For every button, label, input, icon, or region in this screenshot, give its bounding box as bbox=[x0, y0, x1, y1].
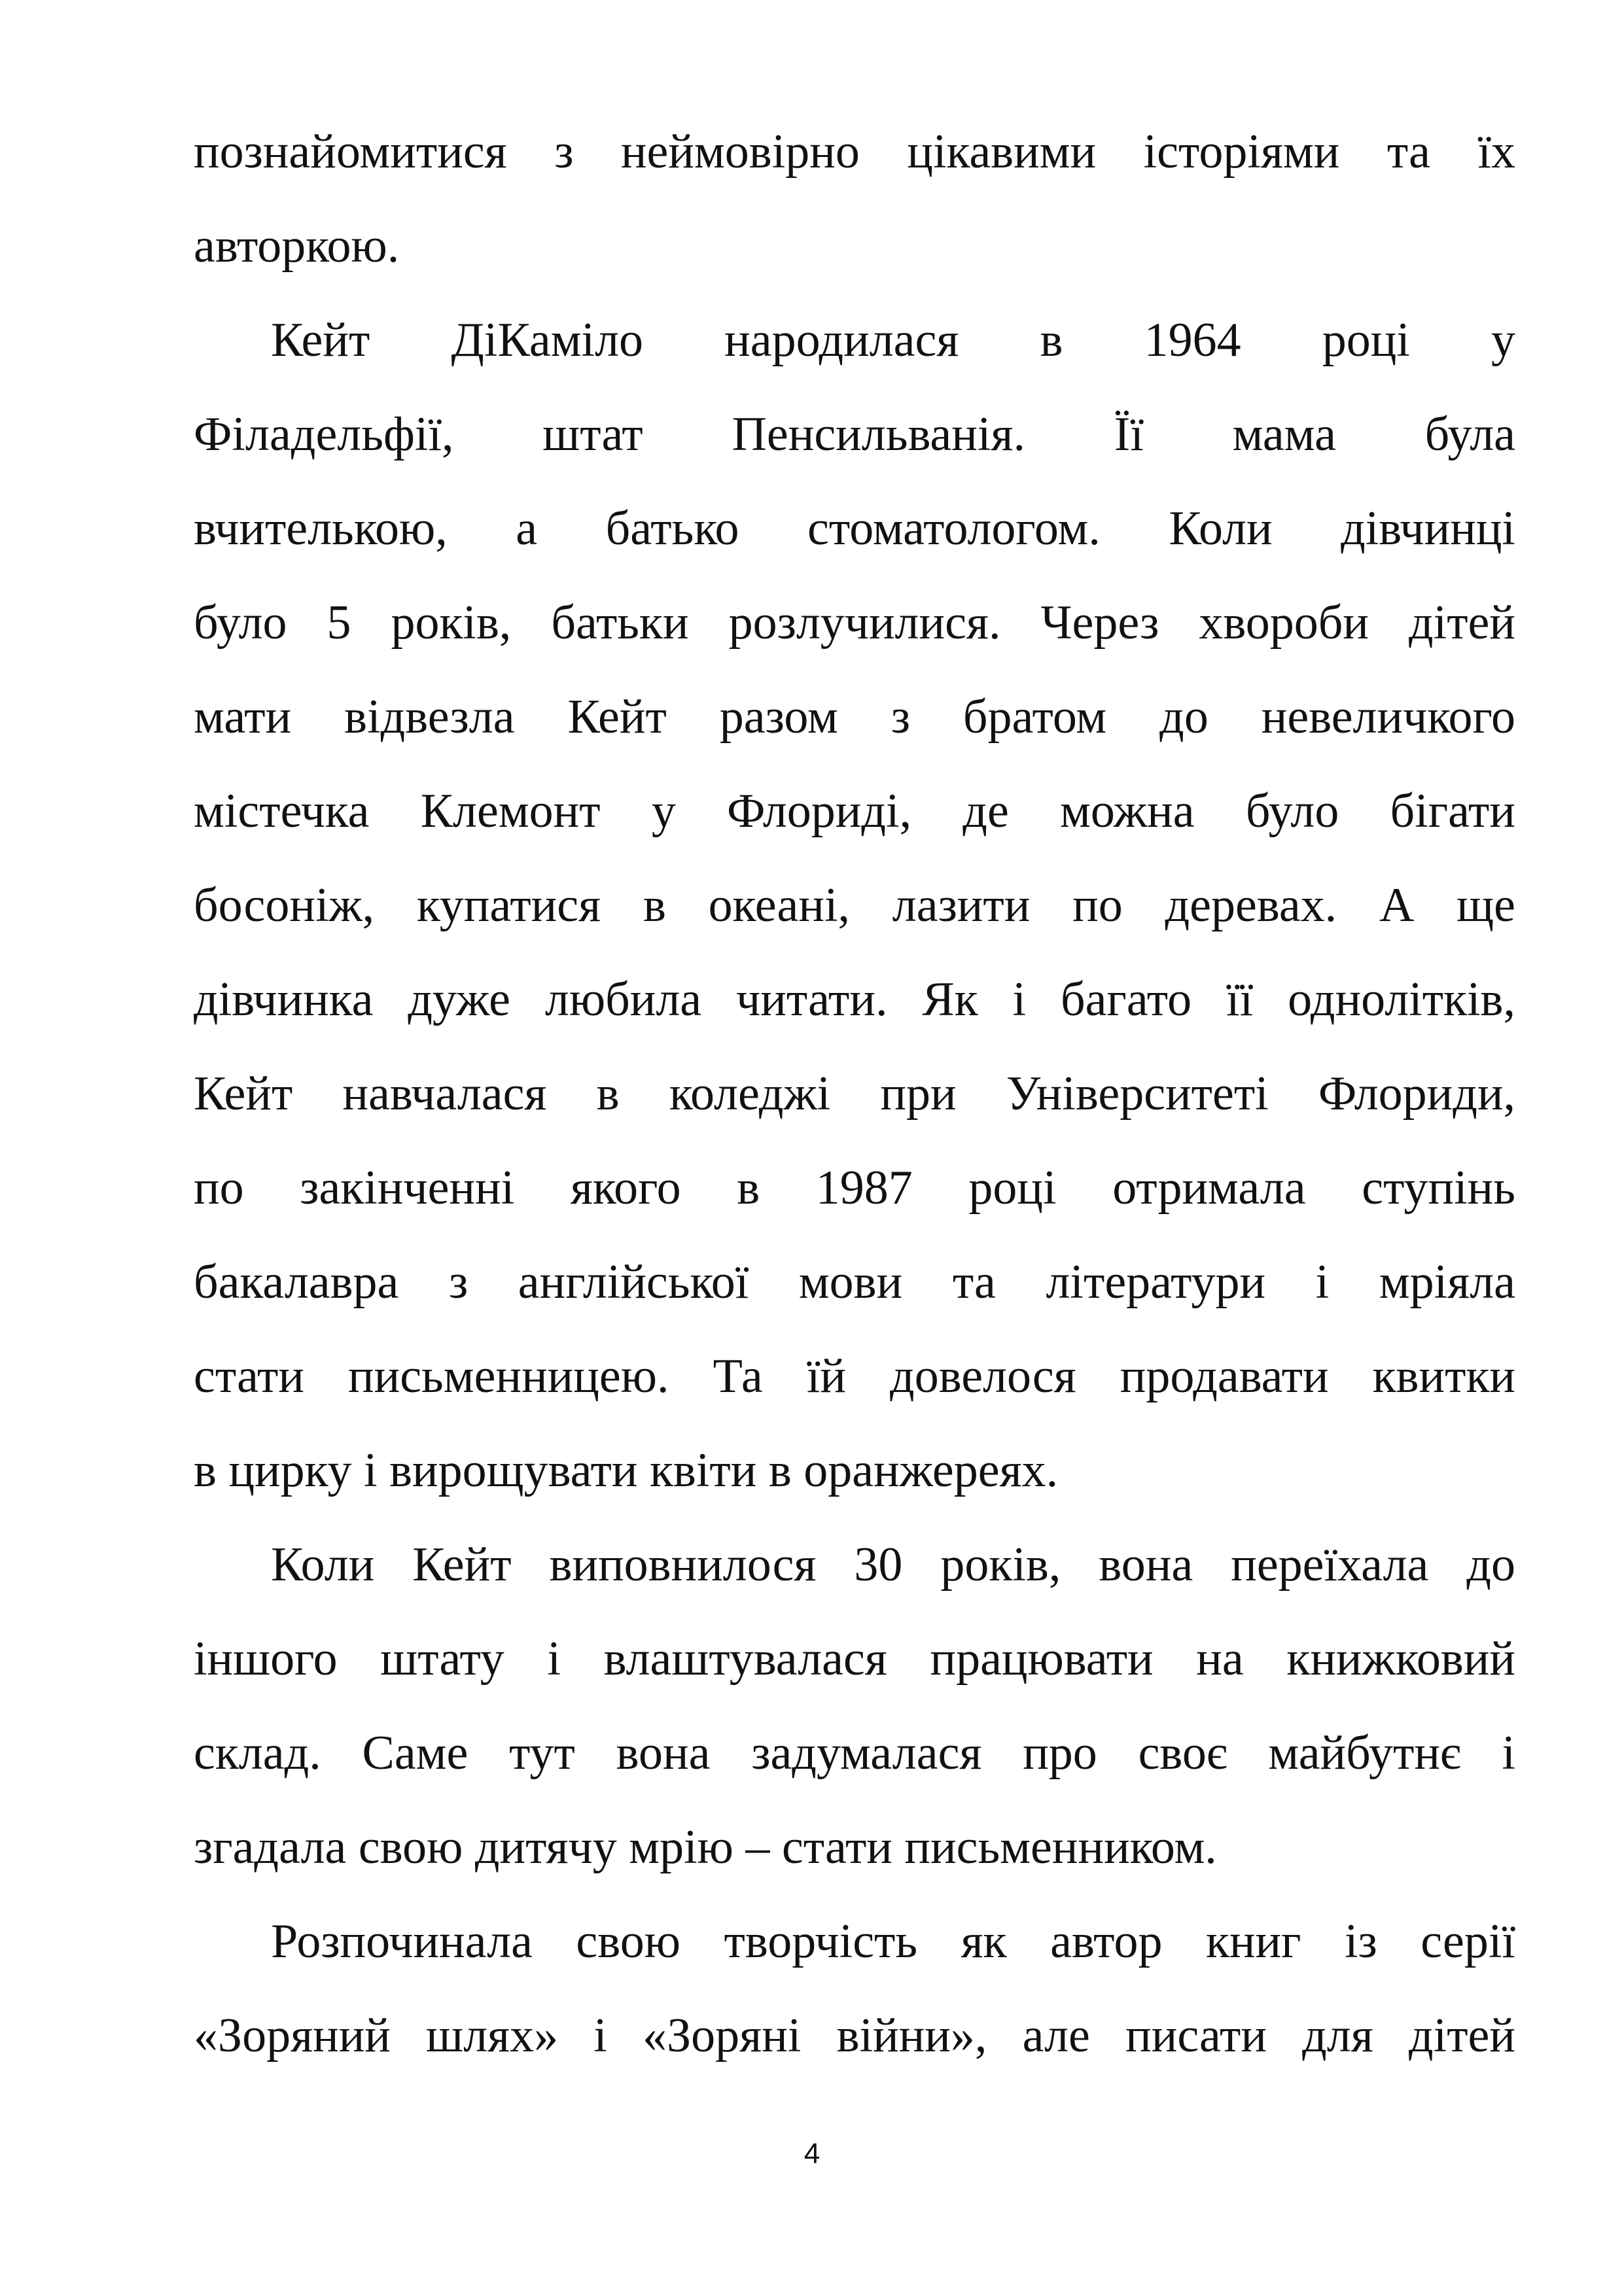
page-number: 4 bbox=[803, 2138, 821, 2170]
text-line: стати письменницею. Та їй довелося продавати квитки bbox=[194, 1349, 1515, 1403]
paragraph-start-line: Коли Кейт виповнилося 30 років, вона переїхала до bbox=[271, 1538, 1515, 1592]
text-line: по закінченні якого в 1987 році отримала ступінь bbox=[194, 1161, 1515, 1215]
text-line: Філадельфії, штат Пенсильванія. Її мама була bbox=[194, 408, 1515, 461]
paragraph-start-line: Кейт ДіКаміло народилася в 1964 році у bbox=[271, 313, 1515, 367]
text-line: мати відвезла Кейт разом з братом до невеличкого bbox=[194, 690, 1515, 744]
text-line: босоніж, купатися в океані, лазити по деревах. А ще bbox=[194, 878, 1515, 932]
text-line: вчителькою, а батько стоматологом. Коли дівчинці bbox=[194, 502, 1515, 555]
text-line: бакалавра з англійської мови та літератури і мріяла bbox=[194, 1255, 1515, 1309]
text-line: в цирку і вирощувати квіти в оранжереях. bbox=[194, 1444, 1059, 1497]
text-line: було 5 років, батьки розлучилися. Через хвороби дітей bbox=[194, 596, 1515, 650]
text-line: згадала свою дитячу мрію – стати письменником. bbox=[194, 1820, 1217, 1874]
text-line: познайомитися з неймовірно цікавими історіями та їх bbox=[194, 125, 1515, 179]
text-line: містечка Клемонт у Флориді, де можна було бігати bbox=[194, 784, 1515, 838]
text-line: дівчинка дуже любила читати. Як і багато її однолітків, bbox=[194, 973, 1515, 1026]
body-text bbox=[194, 105, 1515, 2083]
text-line: склад. Саме тут вона задумалася про своє майбутнє і bbox=[194, 1726, 1515, 1780]
text-line: авторкою. bbox=[194, 219, 400, 273]
text-line: Кейт навчалася в коледжі при Університеті Флориди, bbox=[194, 1067, 1515, 1121]
text-line: іншого штату і влаштувалася працювати на книжковий bbox=[194, 1632, 1515, 1686]
paragraph-start-line: Розпочинала свою творчість як автор книг із серії bbox=[271, 1915, 1515, 1968]
text-line: «Зоряний шлях» і «Зоряні війни», але писати для дітей bbox=[194, 2009, 1515, 2062]
